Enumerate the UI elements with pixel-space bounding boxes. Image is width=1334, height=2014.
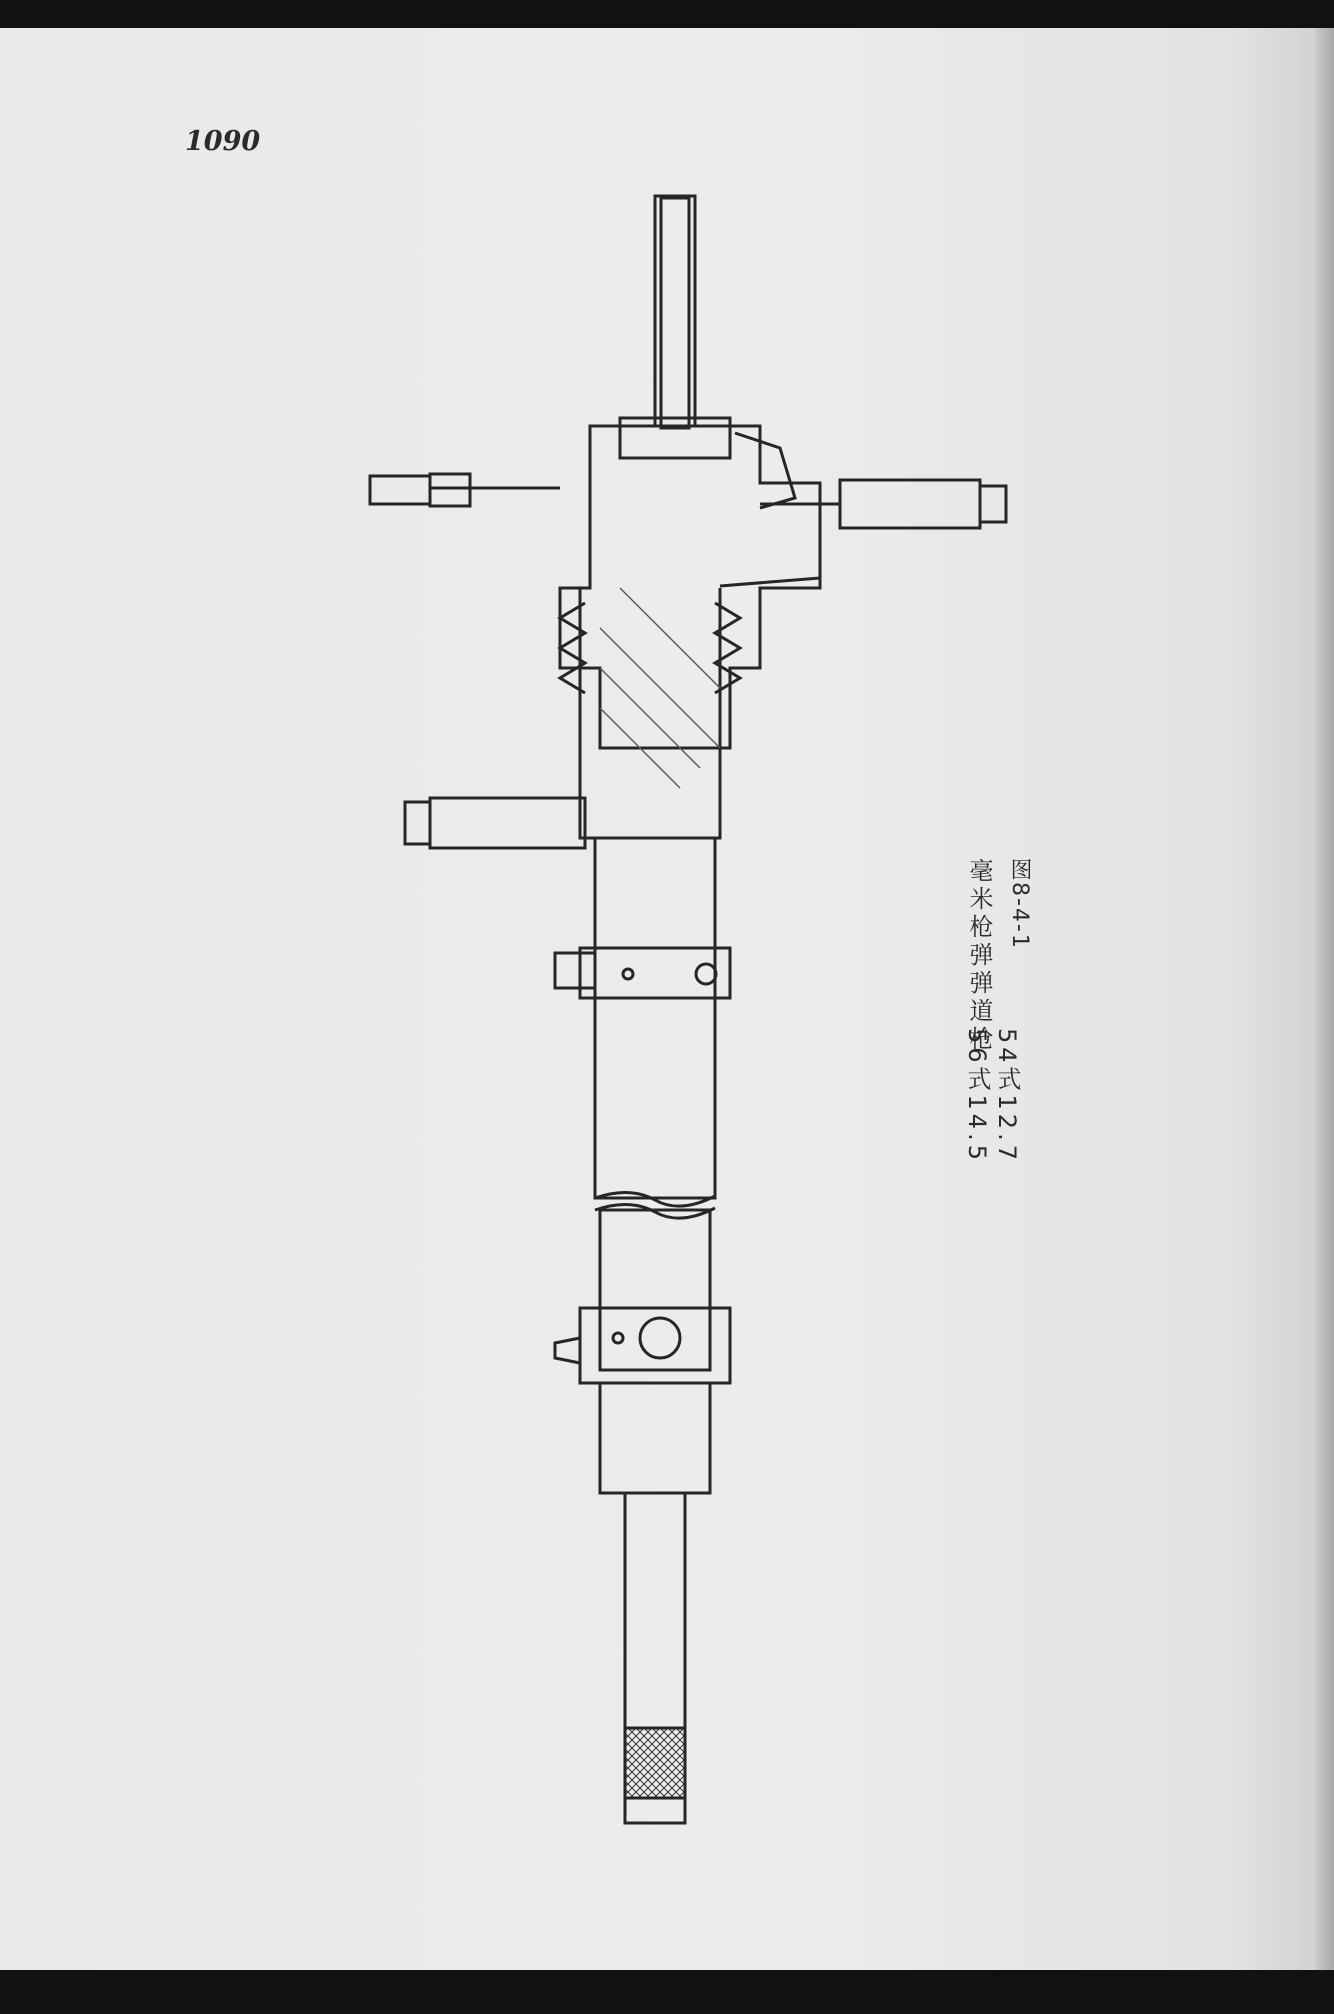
figure-title-text: 毫米枪弹弹道枪 xyxy=(965,858,993,1054)
variant-2: 54式12.7 xyxy=(993,1028,1021,1164)
barrel xyxy=(595,838,715,1198)
figure-label: 图8-4-1 xyxy=(1007,858,1032,950)
left-handle xyxy=(370,476,430,504)
figure-title xyxy=(962,858,997,1054)
page-number: 1090 xyxy=(185,126,261,157)
receiver-block xyxy=(560,426,820,748)
barrel-clamp-1 xyxy=(580,948,730,998)
scanned-page xyxy=(0,28,1334,1970)
ballistic-gun-drawing xyxy=(0,28,1334,1970)
variant-1: 56式14.5 xyxy=(963,1028,991,1164)
right-spring-housing xyxy=(840,480,980,528)
page-sheet xyxy=(0,28,1334,1970)
side-knob xyxy=(430,798,585,848)
